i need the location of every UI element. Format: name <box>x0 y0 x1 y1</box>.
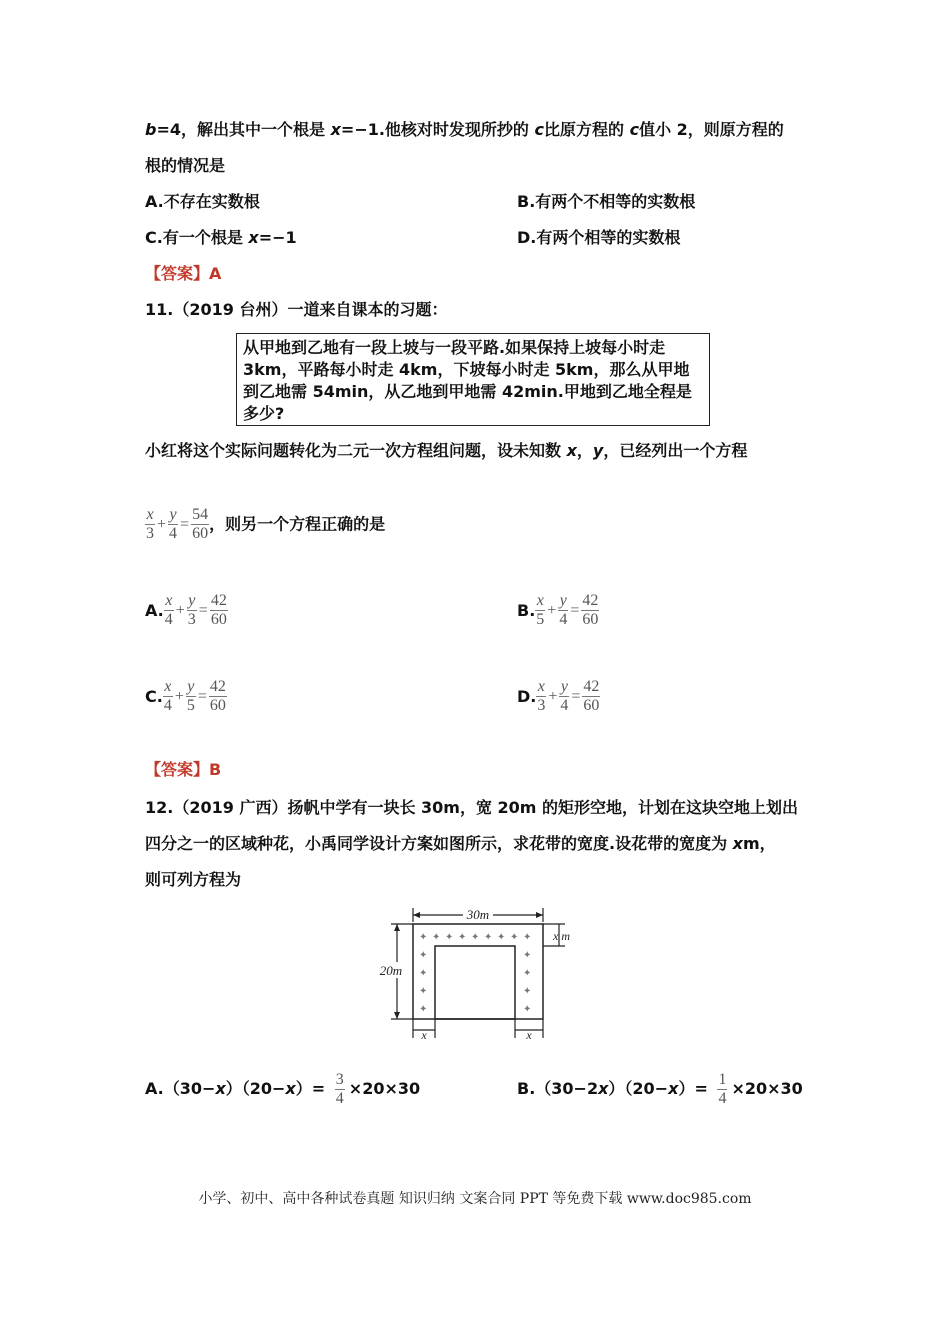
svg-text:✦: ✦ <box>419 986 428 997</box>
label-30m: 30m <box>466 907 490 922</box>
svg-text:✦: ✦ <box>419 950 428 961</box>
svg-text:✦: ✦ <box>419 932 428 943</box>
q10-option-d: D.有两个相等的实数根 <box>517 228 681 247</box>
var-b: b <box>145 120 157 139</box>
equation: $\frac{x}{3}$ + $\frac{y}{4}$ = $\frac{54}{60}$ <box>146 506 209 543</box>
svg-text:✦: ✦ <box>471 932 480 943</box>
q11-given-equation: $\frac{x}{3}$ + $\frac{y}{4}$ = $\frac{54}{60}$ ，则另一个方程正确的是 <box>145 504 385 545</box>
svg-text:✦: ✦ <box>523 986 532 997</box>
var-x: x <box>330 120 341 139</box>
q10-stem-line1: b=4，解出其中一个根是 x=−1.他核对时发现所抄的 c比原方程的 c值小 2，则原方程的 <box>145 120 784 139</box>
q11-option-c: C. $\frac{x}{4}$ + $\frac{y}{5}$ = $\frac{42}{60}$ <box>145 678 226 715</box>
q11-stem-line1: 小红将这个实际问题转化为二元一次方程组问题，设未知数 x，y，已经列出一个方程 <box>145 441 748 460</box>
label-x-left: x <box>421 1028 427 1040</box>
q11-option-b: B. $\frac{x}{5}$ + $\frac{y}{4}$ = $\frac{42}{60}$ <box>517 592 599 629</box>
svg-text:✦: ✦ <box>523 968 532 979</box>
svg-text:✦: ✦ <box>419 1004 428 1015</box>
q11-answer: 【答案】B <box>145 760 222 779</box>
inner-rectangle <box>435 946 515 1019</box>
svg-text:✦: ✦ <box>419 968 428 979</box>
q11-problem-box: 从甲地到乙地有一段上坡与一段平路.如果保持上坡每小时走 3km，平路每小时走 4km，下坡每小时走 5km，那么从甲地到乙地需 54min，从乙地到甲地需 42min.甲地到乙地全程是多少? <box>236 333 710 426</box>
q10-answer: 【答案】A <box>145 264 222 283</box>
q10-stem-line2: 根的情况是 <box>145 156 226 175</box>
page-footer: 小学、初中、高中各种试卷真题 知识归纳 文案合同 PPT 等免费下载 www.doc985.com <box>198 1191 752 1207</box>
q12-option-b: B.（30−2x）（20−x）= $\frac{1}{4}$ ×20×30 <box>517 1071 803 1107</box>
q10-option-b: B.有两个不相等的实数根 <box>517 192 696 211</box>
q11-header: 11.（2019 台州）一道来自课本的习题： <box>145 300 448 319</box>
var-c: c <box>534 120 544 139</box>
label-20m: 20m <box>379 963 403 978</box>
svg-text:✦: ✦ <box>523 932 532 943</box>
svg-text:✦: ✦ <box>432 932 441 943</box>
q12-stem-line3: 则可列方程为 <box>145 870 242 889</box>
q11-option-a: A. $\frac{x}{4}$ + $\frac{y}{3}$ = $\frac{42}{60}$ <box>145 592 227 629</box>
svg-text:✦: ✦ <box>523 1004 532 1015</box>
svg-text:✦: ✦ <box>445 932 454 943</box>
svg-text:✦: ✦ <box>458 932 467 943</box>
svg-text:✦: ✦ <box>510 932 519 943</box>
var-c: c <box>629 120 640 139</box>
label-xm: x m <box>553 929 570 943</box>
q10-option-a: A.不存在实数根 <box>145 192 260 211</box>
svg-text:✦: ✦ <box>484 932 493 943</box>
q12-option-a: A.（30−x）（20−x）= $\frac{3}{4}$ ×20×30 <box>145 1071 421 1107</box>
garden-figure <box>375 900 575 1040</box>
q10-option-c: C.有一个根是 x=−1 <box>145 228 297 247</box>
label-x-right: x <box>526 1028 532 1040</box>
q12-stem-line2: 四分之一的区域种花，小禹同学设计方案如图所示，求花带的宽度.设花带的宽度为 xm， <box>145 834 776 853</box>
svg-text:✦: ✦ <box>523 950 532 961</box>
q12-stem-line1: 12.（2019 广西）扬帆中学有一块长 30m，宽 20m 的矩形空地，计划在这块空地上划出 <box>145 798 799 817</box>
q11-option-d: D. $\frac{x}{3}$ + $\frac{y}{4}$ = $\frac{42}{60}$ <box>517 678 600 715</box>
svg-text:✦: ✦ <box>497 932 506 943</box>
